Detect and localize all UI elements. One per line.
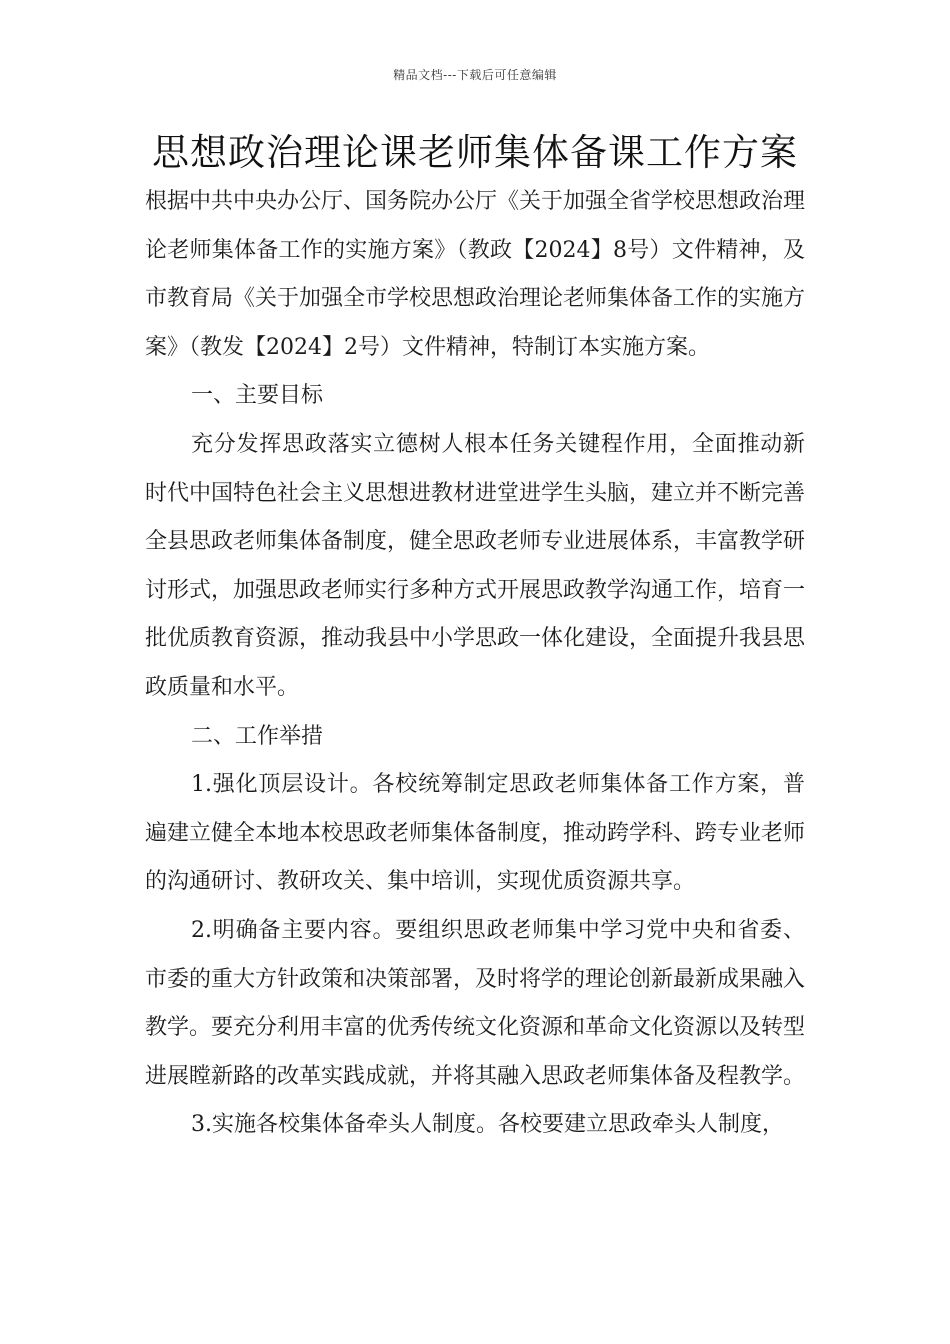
page-header: 精品文档---下载后可任意编辑 — [393, 68, 557, 82]
document-body — [145, 178, 805, 1150]
measure-item-3: 3.实施各校集体备牵头人制度。各校要建立思政牵头人制度， — [191, 1112, 784, 1138]
measure-item-1: 1.强化顶层设计。各校统筹制定思政老师集体备工作方案，普遍建立健全本地本校思政老师集体备制度，推动跨学科、跨专业老师的沟通研讨、教研攻关、集中培训，实现优质资源共享。 — [145, 772, 806, 895]
section-heading-goals: 一、主要目标 — [191, 383, 324, 409]
document-title: 思想政治理论课老师集体备课工作方案 — [152, 131, 798, 174]
intro-paragraph: 根据中共中央办公厅、国务院办公厅《关于加强全省学校思想政治理论老师集体备工作的实施方案》（教政【2024】8号）文件精神，及市教育局《关于加强全市学校思想政治理论老师集体备工作的实施方案》（教发【2024】2号）文件精神，特制订本实施方案。 — [145, 189, 806, 360]
section-heading-measures: 二、工作举措 — [191, 723, 324, 749]
section-paragraph-goals: 充分发挥思政落实立德树人根本任务关键程作用，全面推动新时代中国特色社会主义思想进教材进堂进学生头脑，建立并不断完善全县思政老师集体备制度，健全思政老师专业进展体系，丰富教学研讨形式，加强思政老师实行多种方式开展思政教学沟通工作，培育一批优质教育资源，推动我县中小学思政一体化建设，全面提升我县思政质量和水平。 — [145, 431, 806, 700]
measure-item-2: 2.明确备主要内容。要组织思政老师集中学习党中央和省委、市委的重大方针政策和决策部署，及时将学的理论创新最新成果融入教学。要充分利用丰富的优秀传统文化资源和革命文化资源以及转型进展瞠新路的改革实践成就，并将其融入思政老师集体备及程教学。 — [145, 917, 806, 1089]
